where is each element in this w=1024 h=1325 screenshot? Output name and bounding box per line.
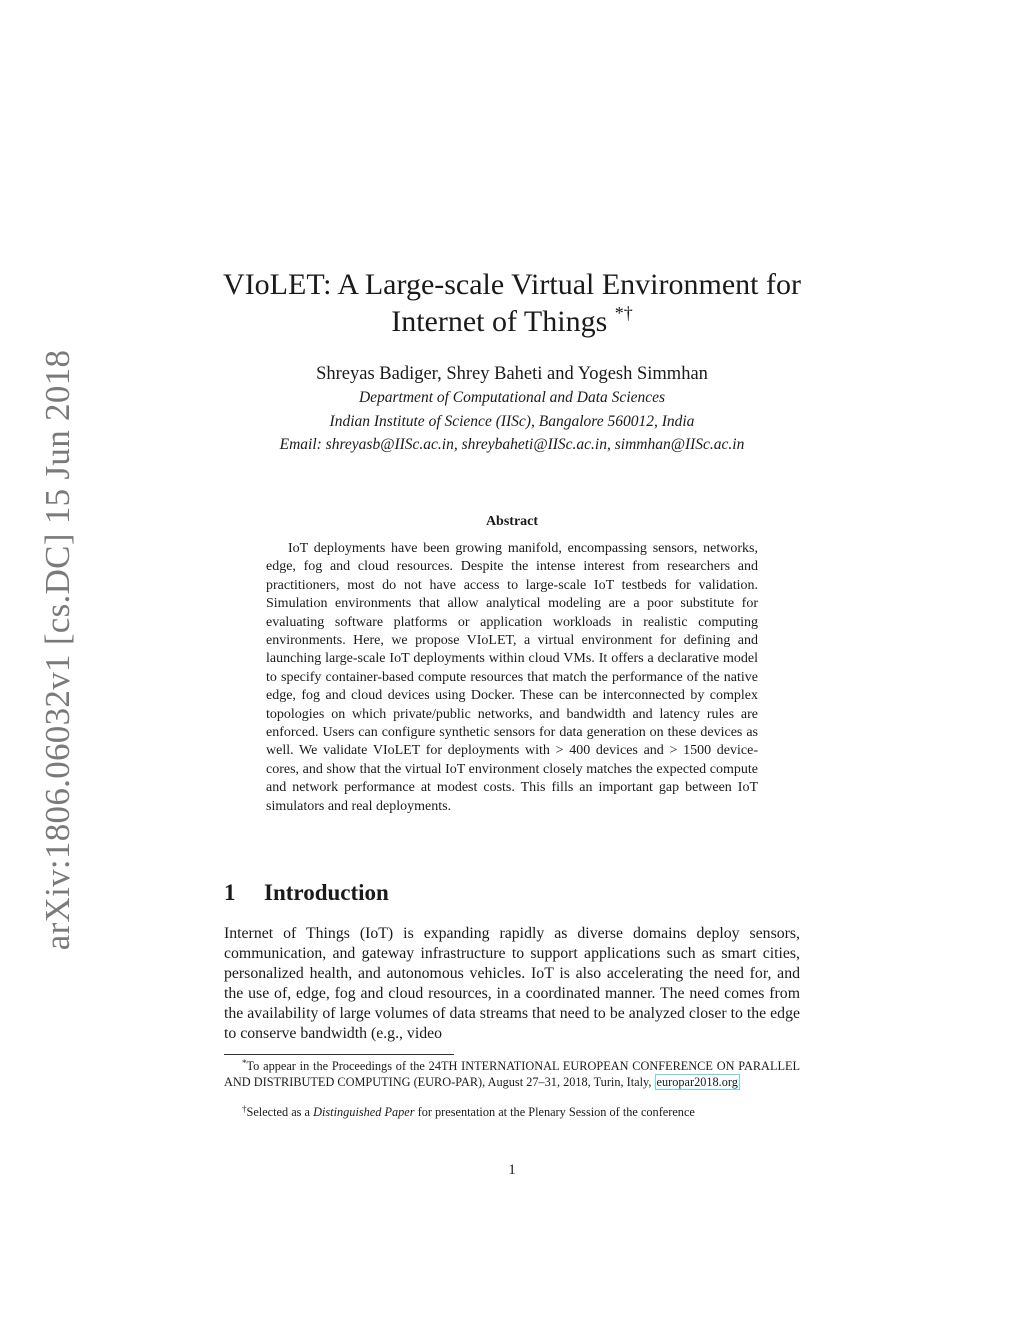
paper-title [200, 266, 824, 340]
europar-link[interactable]: europar2018.org [656, 1075, 738, 1089]
page-number: 1 [508, 1162, 516, 1178]
title-line-2-text: Internet of Things [391, 305, 608, 338]
footnote-2 [224, 1104, 800, 1120]
author-list: Shreyas Badiger, Shrey Baheti and Yogesh Simmhan [316, 364, 708, 384]
abstract-heading: Abstract [485, 514, 539, 529]
title-line-1: VIoLET: A Large-scale Virtual Environment for [223, 268, 801, 301]
title-line-2 [200, 303, 824, 340]
footnote-1-mark: * [242, 1058, 247, 1068]
title-footnote-marks: *† [614, 303, 633, 323]
institute: Indian Institute of Science (IISc), Bangalore 560012, India [329, 413, 695, 430]
department: Department of Computational and Data Sciences [358, 389, 666, 406]
footnote-2-mark: † [242, 1104, 247, 1114]
introduction-paragraph: Internet of Things (IoT) is expanding rapidly as diverse domains deploy sensors, communication, and gateway infrastructure to support applications such as smart cities, personalized health, and autonomous vehicles. IoT is also accelerating the need for, and the use of, edge, fog and cloud resources, in a coordinated manner. The need comes from the availability of large volumes of data streams that need to be analyzed closer to the edge to conserve bandwidth (e.g., video [224, 925, 800, 1042]
email-line: Email: shreyasb@IISc.ac.in, shreybaheti@IISc.ac.in, simmhan@IISc.ac.in [279, 436, 745, 453]
footnote-2-prefix: Selected as a [246, 1105, 314, 1119]
section-number: 1 [224, 880, 236, 905]
footnote-2-suffix: for presentation at the Plenary Session of the conference [414, 1105, 695, 1119]
arxiv-identifier-stamp: arXiv:1806.06032v1 [cs.DC] 15 Jun 2018 [38, 349, 77, 951]
section-heading [224, 880, 389, 906]
section-title: Introduction [264, 880, 389, 905]
footnote-1 [224, 1058, 800, 1090]
footnote-2-emphasis: Distinguished Paper [313, 1105, 415, 1119]
abstract-text: IoT deployments have been growing manifold, encompassing sensors, networks, edge, fog and cloud resources. Despite the intense interest from researchers and practitioners, most do not have access to large-scale IoT testbeds for validation. Simulation environments that allow analytical modeling are a poor substitute for evaluating software platforms or application workloads in realistic computing environments. Here, we propose VIoLET, a virtual environment for defining and launching large-scale IoT deployments within cloud VMs. It offers a declarative model to specify container-based compute resources that match the performance of the native edge, fog and cloud devices using Docker. These can be interconnected by complex topologies on which private/public networks, and bandwidth and latency rules are enforced. Users can configure synthetic sensors for data generation on these devices as well. We validate VIoLET for deployments with > 400 devices and > 1500 device-cores, and show that the virtual IoT environment closely matches the expected compute and network performance at modest costs. This fills an important gap between IoT simulators and real deployments. [266, 541, 758, 814]
footnote-rule [224, 1054, 454, 1055]
footnote-1-text: To appear in the Proceedings of the 24TH INTERNATIONAL EUROPEAN CONFERENCE ON PARALLEL AND DISTRIBUTED COMPUTING (EURO-PAR), August 27–31, 2018, Turin, Italy, [224, 1059, 800, 1089]
